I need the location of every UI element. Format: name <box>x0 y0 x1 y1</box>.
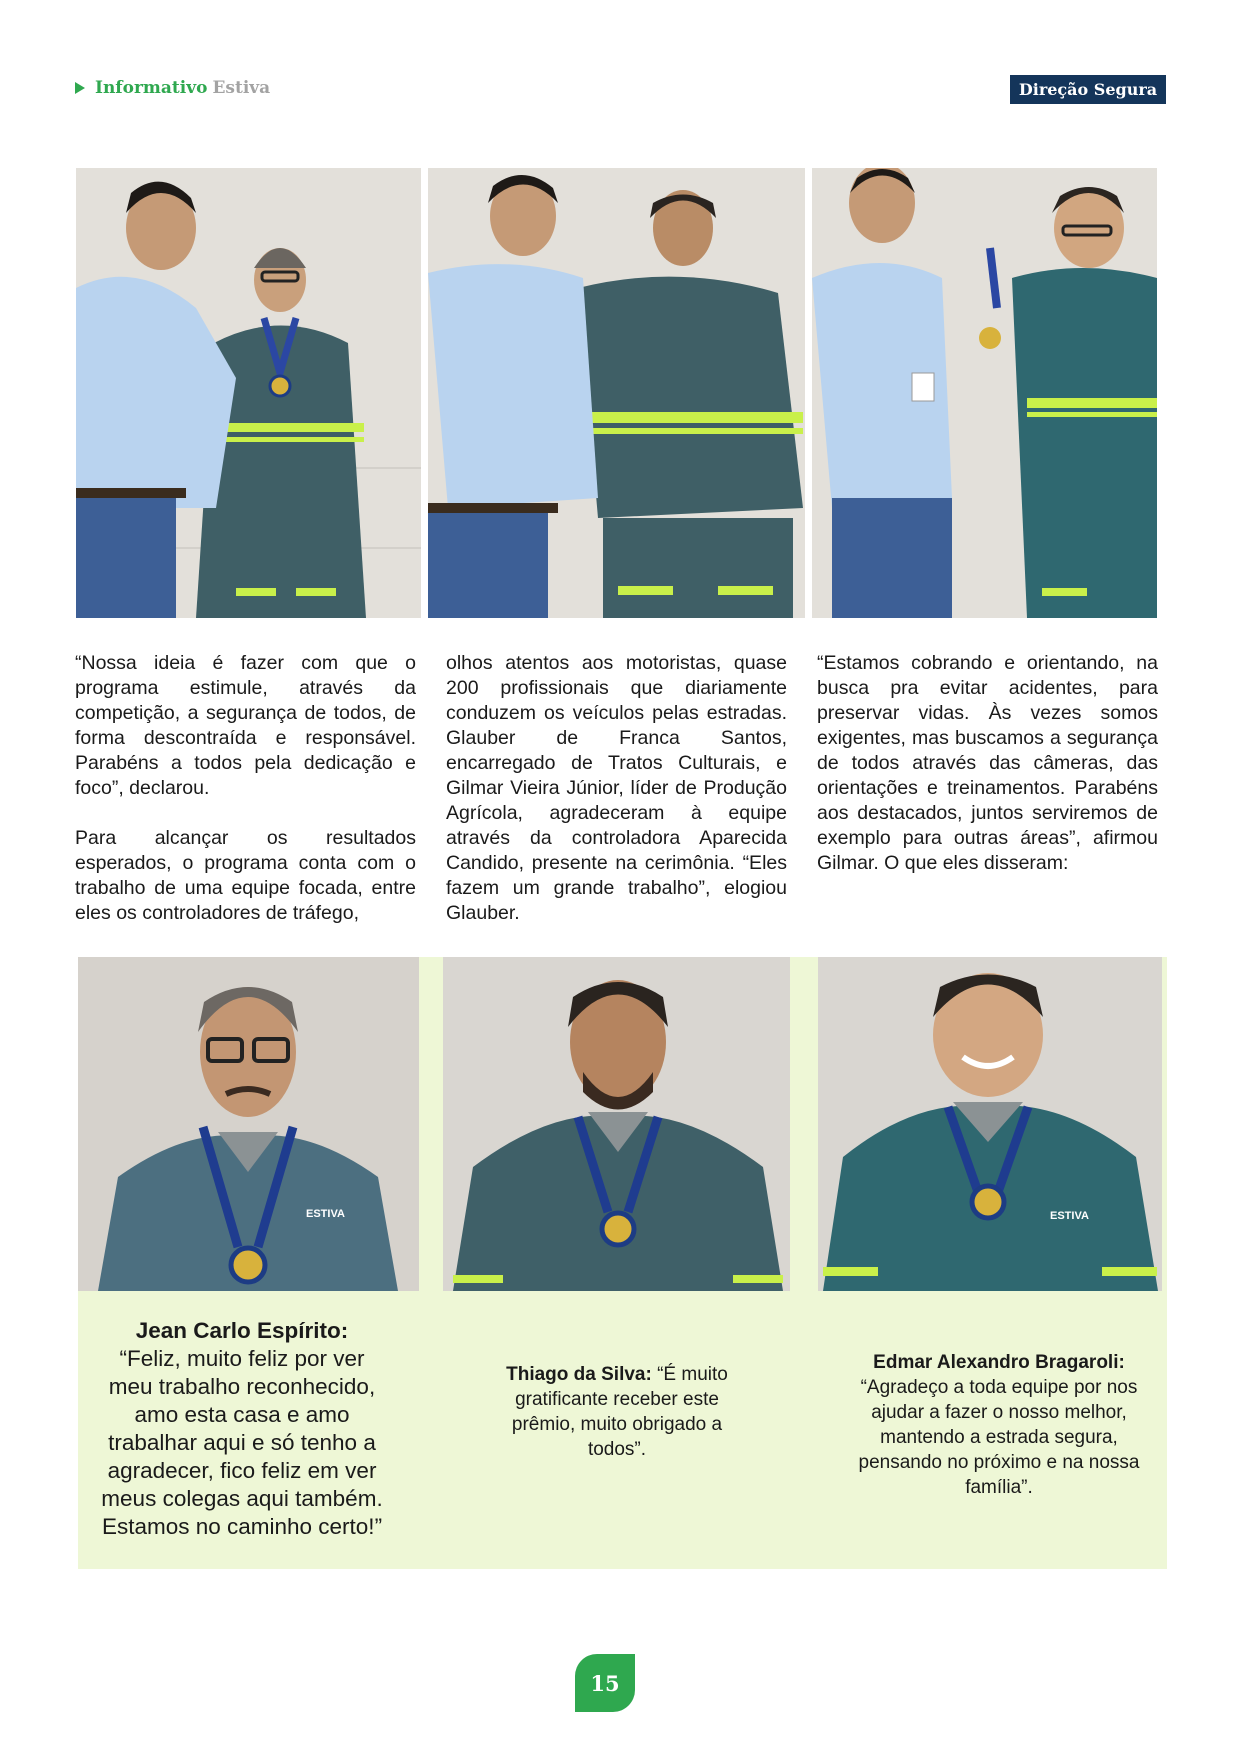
photo-medal-ceremony-3 <box>812 168 1157 618</box>
quote-author: Thiago da Silva: <box>506 1364 652 1385</box>
article-paragraph: “Nossa ideia é fazer com que o programa estimule, através da competição, a segurança de todos, de forma descontraída e responsável. Parabéns a todos pela dedicação e foco”, declarou. <box>75 652 416 799</box>
brand-name-primary: Informativo <box>95 78 208 98</box>
photo-medal-ceremony-2 <box>428 168 805 618</box>
quote-text: “É muito gratificante receber este prêmio, muito obrigado a todos”. <box>511 1364 728 1460</box>
brand-name-secondary: Estiva <box>212 78 271 98</box>
svg-text:ESTIVA: ESTIVA <box>306 1208 345 1220</box>
quote-text: “Feliz, muito feliz por ver meu trabalho reconhecido, amo esta casa e amo trabalhar aqui e só tenho a agradecer, fico feliz em ver meus colegas aqui também. Estamos no caminho certo!” <box>101 1346 383 1539</box>
page-number: 15 <box>575 1654 635 1712</box>
article-paragraph: Para alcançar os resultados esperados, o programa conta com o trabalho de uma equipe focada, entre eles os controladores de tráfego, <box>75 827 416 924</box>
publication-brand <box>75 76 270 100</box>
article-column-3 <box>817 651 1158 876</box>
play-triangle-icon <box>75 82 85 94</box>
section-tag: Direção Segura <box>1010 75 1166 104</box>
quote-jean-carlo <box>96 1317 388 1541</box>
article-paragraph: “Estamos cobrando e orientando, na busca pra evitar acidentes, para preservar vidas. Às vezes somos exigentes, mas buscamos a segurança de todos através das câmeras, das orientações e treinamentos. Parabéns aos destacados, juntos serviremos de exemplo para outras áreas”, afirmou Gilmar. O que eles disseram: <box>817 652 1158 874</box>
quote-edmar-bragaroli <box>848 1350 1150 1500</box>
article-column-1 <box>75 651 416 926</box>
portrait-thiago-da-silva <box>443 957 790 1291</box>
svg-text:ESTIVA: ESTIVA <box>1050 1210 1089 1222</box>
photo-medal-ceremony-1 <box>76 168 421 618</box>
article-column-2 <box>446 651 787 926</box>
article-paragraph: olhos atentos aos motoristas, quase 200 profissionais que diariamente conduzem os veículos pelas estradas. Glauber de Franca Santos, encarregado de Tratos Culturais, e Gilmar Vieira Júnior, líder de Produção Agrícola, agradeceram à equipe através da controladora Aparecida Candido, presente na cerimônia. “Eles fazem um grande trabalho”, elogiou Glauber. <box>446 652 787 924</box>
quote-thiago-da-silva <box>486 1362 748 1462</box>
portrait-edmar-bragaroli <box>818 957 1162 1291</box>
portrait-jean-carlo <box>78 957 419 1291</box>
quote-text: “Agradeço a toda equipe por nos ajudar a fazer o nosso melhor, mantendo a estrada segura, pensando no próximo e na nossa família”. <box>858 1377 1140 1498</box>
quote-author: Jean Carlo Espírito: <box>135 1318 349 1343</box>
quote-author: Edmar Alexandro Bragaroli: <box>873 1352 1125 1373</box>
